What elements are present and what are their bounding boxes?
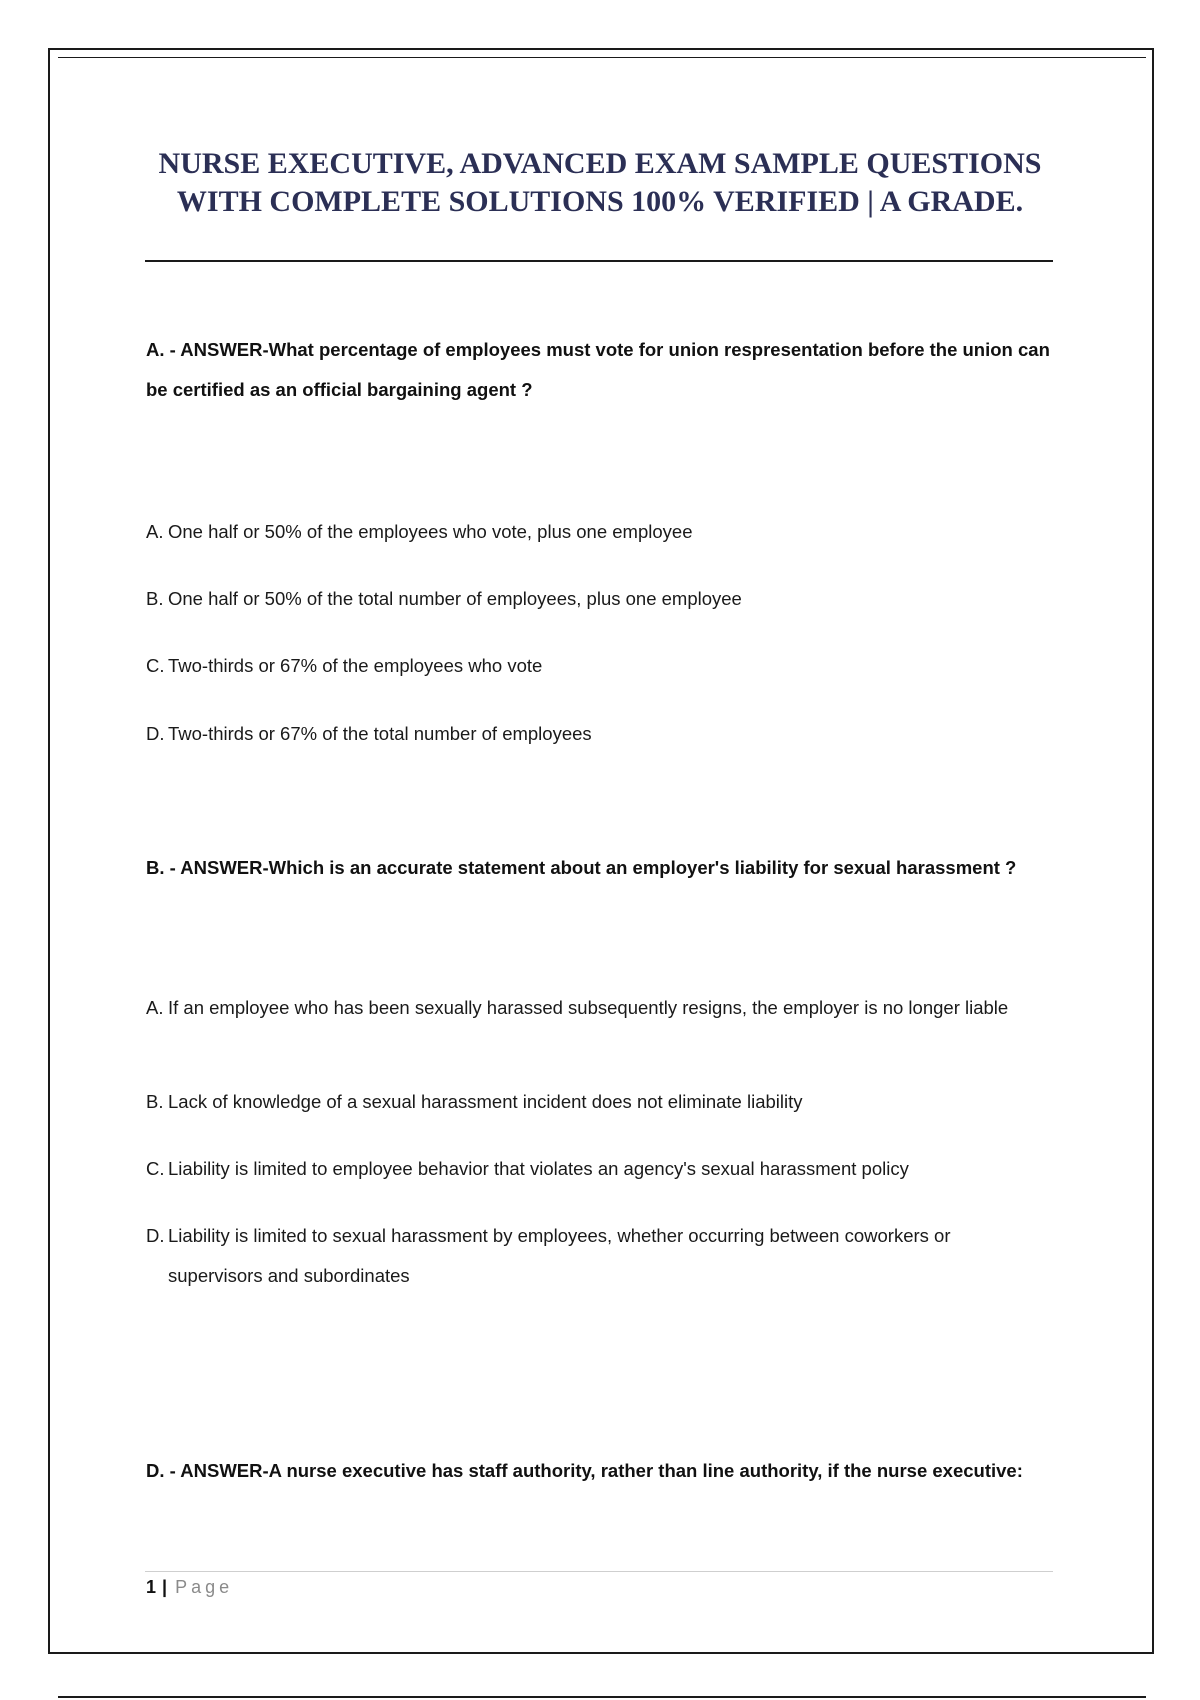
option-text: One half or 50% of the total number of employees, plus one employee <box>168 588 742 609</box>
question-1-option-b <box>146 579 1046 619</box>
question-1-option-a <box>146 512 1046 552</box>
footer-rule <box>145 1571 1053 1572</box>
option-text: Liability is limited to employee behavior that violates an agency's sexual harassment policy <box>168 1158 909 1179</box>
question-1-option-d <box>146 714 1046 754</box>
question-1-prompt: A. - ANSWER-What percentage of employees must vote for union respresentation before the union can be certified as an official bargaining agent ? <box>146 339 1050 400</box>
page-label: Page <box>175 1577 234 1597</box>
option-text: Liability is limited to sexual harassment by employees, whether occurring between coworkers or supervisors and subordinates <box>168 1225 951 1286</box>
document-title: NURSE EXECUTIVE, ADVANCED EXAM SAMPLE QUESTIONS WITH COMPLETE SOLUTIONS 100% VERIFIED | A GRADE. <box>158 147 1042 218</box>
option-letter: A. <box>146 997 164 1018</box>
option-letter: A. <box>146 521 164 542</box>
footer-separator: | <box>162 1577 168 1597</box>
question-1-option-c <box>146 646 1046 686</box>
option-text: One half or 50% of the employees who vote, plus one employee <box>168 521 693 542</box>
question-2-option-d <box>146 1216 1046 1296</box>
question-2-option-a <box>146 988 1046 1028</box>
option-letter: B. <box>146 588 164 609</box>
option-text: Two-thirds or 67% of the employees who vote <box>168 655 543 676</box>
title-underline <box>145 260 1053 262</box>
option-text: If an employee who has been sexually harassed subsequently resigns, the employer is no longer liable <box>168 997 1009 1018</box>
option-letter: D. <box>146 1225 165 1246</box>
question-2-option-b <box>146 1082 1046 1122</box>
page-footer <box>146 1574 233 1600</box>
option-text: Two-thirds or 67% of the total number of employees <box>168 723 592 744</box>
question-2-prompt: B. - ANSWER-Which is an accurate statement about an employer's liability for sexual harassment ? <box>146 857 1017 878</box>
option-letter: D. <box>146 723 165 744</box>
option-text: Lack of knowledge of a sexual harassment incident does not eliminate liability <box>168 1091 803 1112</box>
option-letter: B. <box>146 1091 164 1112</box>
question-2-option-c <box>146 1149 1046 1189</box>
page-number: 1 <box>146 1577 157 1597</box>
option-letter: C. <box>146 655 165 676</box>
page-bottom-rule <box>58 1696 1146 1698</box>
option-letter: C. <box>146 1158 165 1179</box>
page-top-rule <box>58 57 1146 58</box>
question-3-prompt: D. - ANSWER-A nurse executive has staff authority, rather than line authority, if the nurse executive: <box>146 1460 1023 1481</box>
